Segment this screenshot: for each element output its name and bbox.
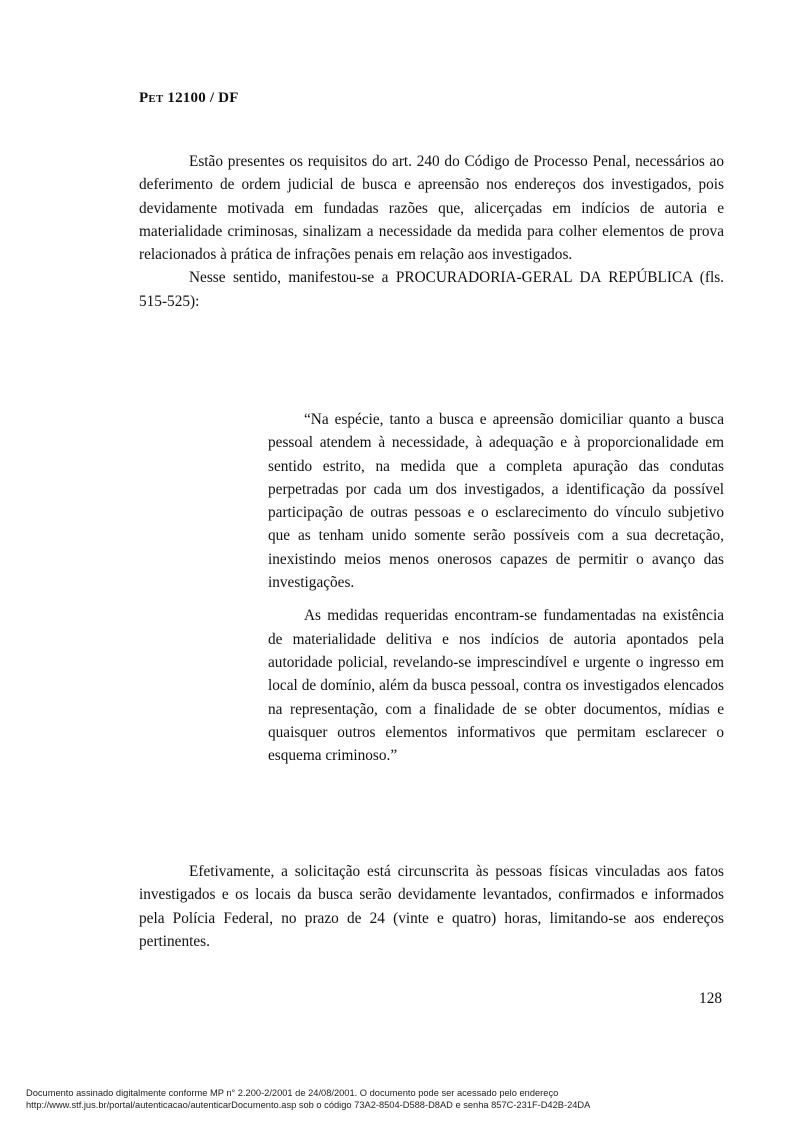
page-number: 128 [699,990,722,1007]
document-header [139,90,239,107]
paragraph-requirements: Estão presentes os requisitos do art. 240 do Código de Processo Penal, necessários ao deferimento de ordem judicial de busca e apreensão nos endereços dos investigados, pois devidamente motivada em fundadas razões que, alicerçadas em indícios de autoria e materialidade criminosas, sinalizam a necessidade da medida para colher elementos de prova relacionados à prática de infrações penais em relação aos investigados. [139,153,724,264]
header-initial: P [139,90,149,106]
body-section-top [139,150,724,313]
paragraph-pgr-intro: Nesse sentido, manifestou-se a PROCURADORIA-GERAL DA REPÚBLICA (fls. 515-525): [139,269,724,310]
header-small-caps: et [148,90,164,106]
header-case-number: 12100 / DF [163,90,239,106]
quote-paragraph-2: As medidas requeridas encontram-se fundamentadas na existência de materialidade delitiva e nos indícios de autoria apontados pela autoridade policial, revelando-se imprescindível e urgente o ingresso em local de domínio, além da busca pessoal, contra os investigados elencados na representação, com a finalidade de se obter documentos, mídias e quaisquer outros elementos informativos que permitam esclarecer o esquema criminoso.” [268,607,724,765]
footer-line-2: http://www.stf.jus.br/portal/autenticacao/autenticarDocumento.asp sob o código 73A2-8504-D588-D8AD e senha 857C-231F-D42B-24DA [26,1100,591,1110]
paragraph-conclusion: Efetivamente, a solicitação está circunscrita às pessoas físicas vinculadas aos fatos investigados e os locais da busca serão devidamente levantados, confirmados e informados pela Polícia Federal, no prazo de 24 (vinte e quatro) horas, limitando-se aos endereços pertinentes. [139,863,724,950]
footer-line-1: Documento assinado digitalmente conforme MP n° 2.200-2/2001 de 24/08/2001. O documento pode ser acessado pelo endereço [26,1088,559,1098]
signature-footer [26,1087,590,1111]
body-section-bottom [139,860,724,953]
block-quote [268,408,724,767]
quote-paragraph-1: “Na espécie, tanto a busca e apreensão domiciliar quanto a busca pessoal atendem à necessidade, à adequação e à proporcionalidade em sentido estrito, na medida que a completa apuração das condutas perpetradas por cada um dos investigados, a identificação da possível participação de outras pessoas e o esclarecimento do vínculo subjetivo que as tenham unido somente serão possíveis com a sua decretação, inexistindo meios menos onerosos capazes de permitir o avanço das investigações. [268,411,724,592]
